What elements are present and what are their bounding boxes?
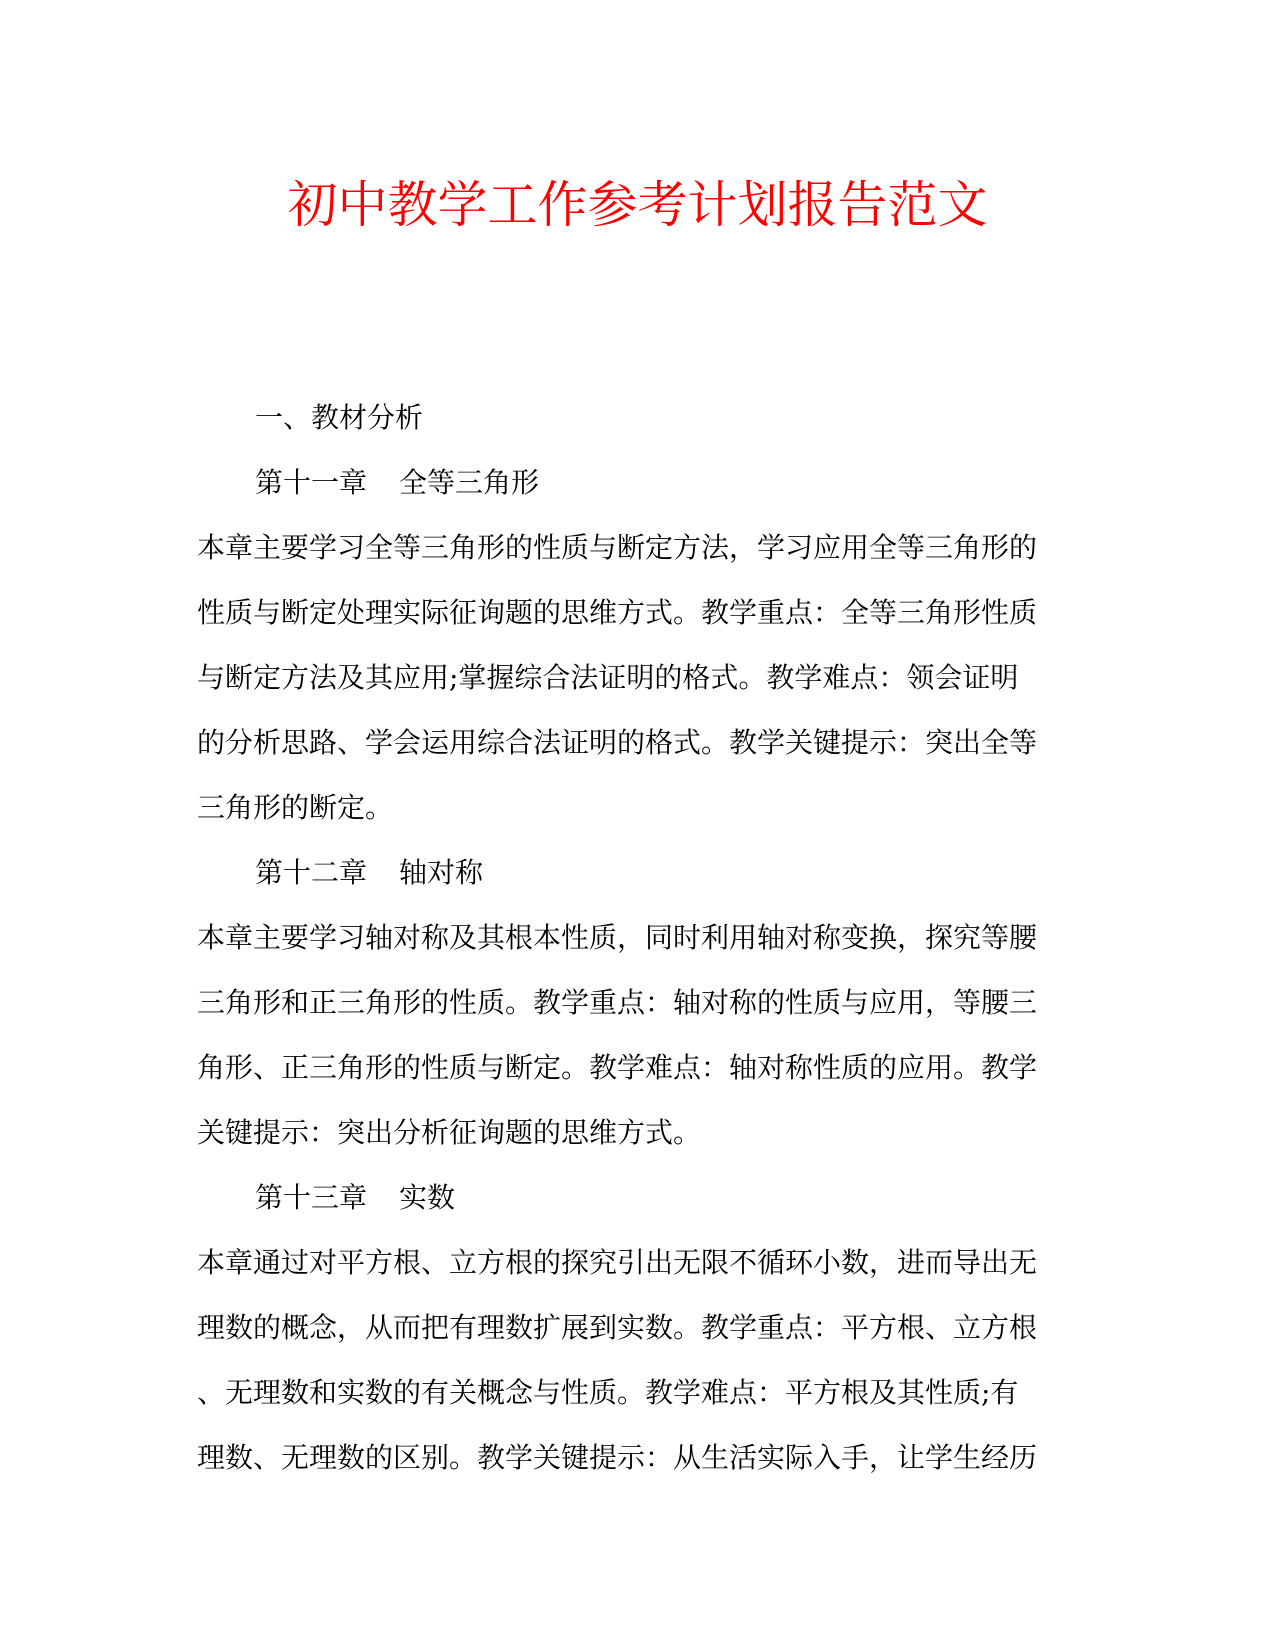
chapter-name: 全等三角形 xyxy=(399,466,540,499)
chapter-heading xyxy=(197,840,1077,905)
chapter-name: 实数 xyxy=(399,1181,456,1214)
chapter-number: 第十二章 xyxy=(255,856,368,889)
paragraph-line: 的分析思路、学会运用综合法证明的格式。教学关键提示：突出全等 xyxy=(197,726,1038,759)
paragraph-line: 与断定方法及其应用;掌握综合法证明的格式。教学难点：领会证明 xyxy=(197,661,1019,694)
paragraph-line: 性质与断定处理实际征询题的思维方式。教学重点：全等三角形性质 xyxy=(197,596,1038,629)
paragraph-line: 角形、正三角形的性质与断定。教学难点：轴对称性质的应用。教学 xyxy=(197,1051,1038,1084)
chapter-number: 第十一章 xyxy=(255,466,368,499)
paragraph-line: 本章通过对平方根、立方根的探究引出无限不循环小数，进而导出无 xyxy=(197,1246,1038,1279)
document-title: 初中教学工作参考计划报告范文 xyxy=(287,176,988,234)
paragraph-line: 本章主要学习轴对称及其根本性质，同时利用轴对称变换，探究等腰 xyxy=(197,921,1038,954)
document-body xyxy=(197,385,1077,1490)
paragraph-line: 、无理数和实数的有关概念与性质。教学难点：平方根及其性质;有 xyxy=(197,1376,1019,1409)
paragraph-line: 三角形和正三角形的性质。教学重点：轴对称的性质与应用，等腰三 xyxy=(197,986,1038,1019)
chapter-heading xyxy=(197,450,1077,515)
paragraph-line: 关键提示：突出分析征询题的思维方式。 xyxy=(197,1116,702,1149)
paragraph-line: 理数的概念，从而把有理数扩展到实数。教学重点：平方根、立方根 xyxy=(197,1311,1038,1344)
paragraph-line: 三角形的断定。 xyxy=(197,791,394,824)
section-heading: 一、教材分析 xyxy=(255,401,424,434)
chapter-heading xyxy=(197,1165,1077,1230)
paragraph-line: 理数、无理数的区别。教学关键提示：从生活实际入手，让学生经历 xyxy=(197,1441,1038,1474)
chapter-name: 轴对称 xyxy=(399,856,484,889)
paragraph-line: 本章主要学习全等三角形的性质与断定方法，学习应用全等三角形的 xyxy=(197,531,1038,564)
chapter-number: 第十三章 xyxy=(255,1181,368,1214)
